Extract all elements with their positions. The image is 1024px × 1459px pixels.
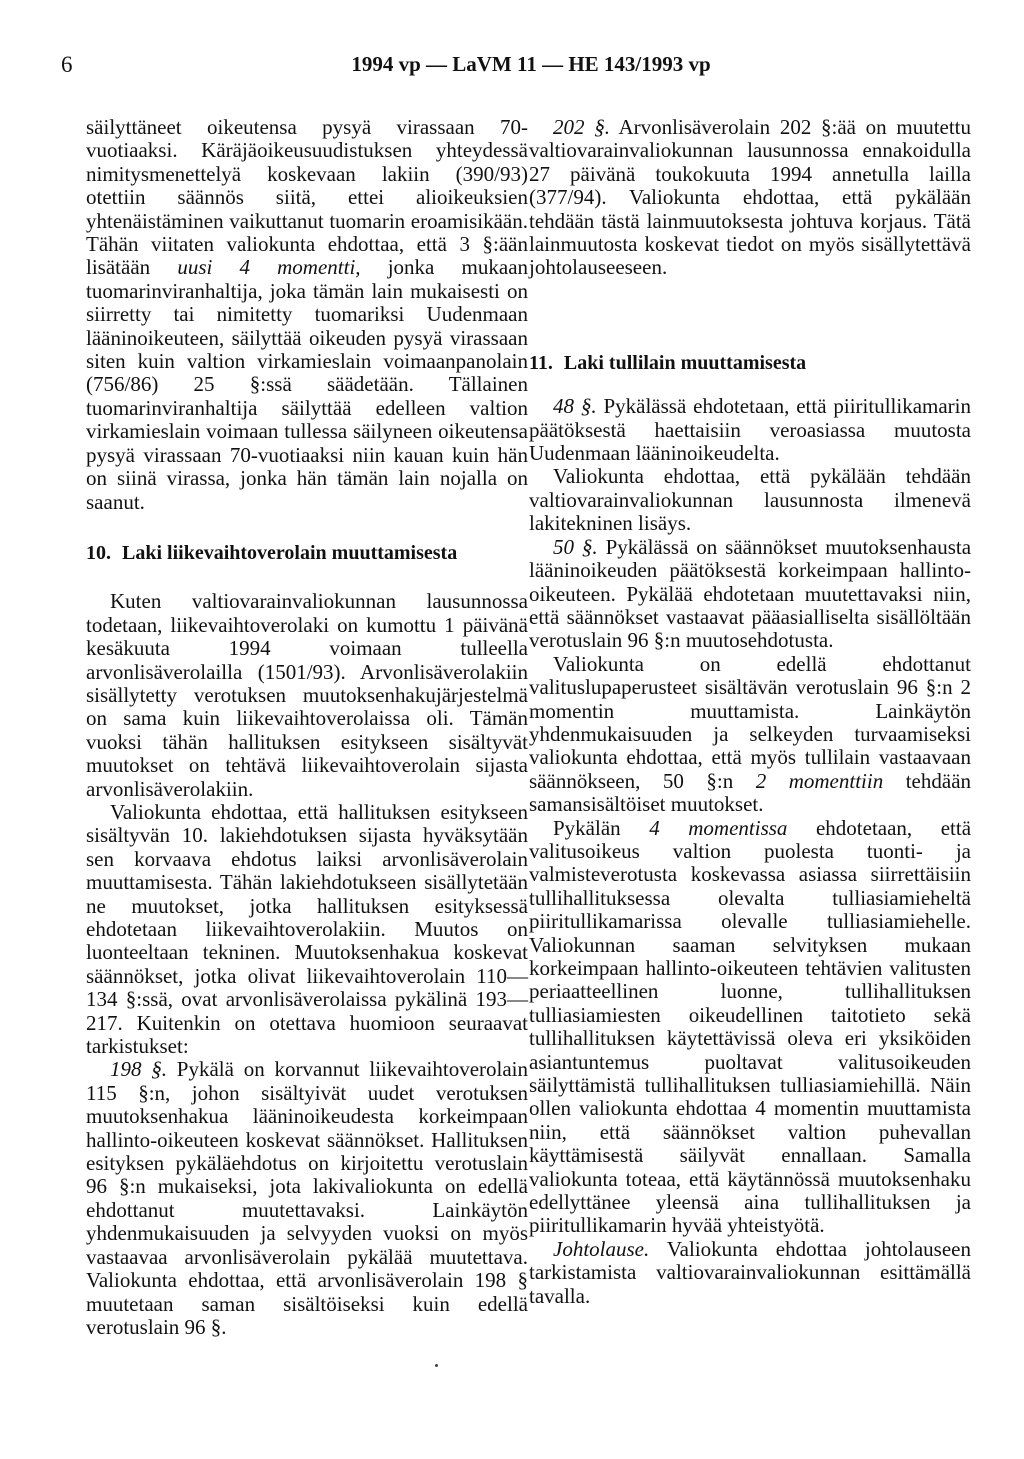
paragraph: Valiokunta on edellä ehdottanut valituslupaperusteet sisältävän verotuslain 96 §:n 2 momentin muuttamista. Lainkäytön yhdenmukaisuuden ja selkeyden turvaamiseksi valiokunta ehdottaa, että myös tullilain vastaavaan säännökseen, 50 §:n 2 momenttiin tehdään samansisältöiset muutokset. [529,651,972,817]
paragraph: 48 §. Pykälässä ehdotetaan, että piiritullikamarin päätöksestä haettaisiin veroasiassa muutosta Uudenmaan lääninoikeudelta. [529,394,971,466]
paragraph: Valiokunta ehdottaa, että pykälään tehdään valtiovarainvaliokunnan lausunnosta ilmenevä lakitekninen lisäys. [529,464,971,536]
paragraph: 202 §. Arvonlisäverolain 202 §:ää on muutettu valtiovarainvaliokunnan lausunnossa ennakoidulla 27 päivänä toukokuuta 1994 annetulla lailla (377/94). Valiokunta ehdottaa, että pykälään tehdään tästä lainmuutoksesta johtuva korjaus. Tätä lainmuutosta koskevat tiedot on myös sisällytettävä johtolauseeseen. [529,115,972,280]
section-heading-11: 11. Laki tullilain muuttamisesta [529,351,807,374]
paragraph: säilyttäneet oikeutensa pysyä virassaan 70-vuotiaaksi. Käräjäoikeusuudistuksen yhteydessä nimitysmenettelyä koskevaan lakiin (390/93) otettiin säännös siitä, ettei alioikeuksien yhtenäistäminen vaikuttanut tuomarin eroamisikään. Tähän viitaten valiokunta ehdottaa, että 3 §:ään lisätään uusi 4 momentti, jonka mukaan tuomarinviranhaltija, joka tämän lain mukaisesti on siirretty tai nimitetty tuomariksi Uudenmaan lääninoikeuteen, säilyttää oikeuden pysyä virassaan siten kuin valtion virkamieslain voimaanpanolain (756/86) 25 §:ssä säädetään. Tällainen tuomarinviranhaltija säilyttää edelleen valtion virkamieslain voimaan tullessa säilyneen oikeutensa pysyä virassaan 70-vuotiaaksi niin kauan kuin hän on siinä virassa, jonka hän tämän lain nojalla on saanut. [86,115,529,514]
paragraph: Pykälän 4 momentissa ehdotetaan, että valitusoikeus valtion puolesta tuonti- ja valmisteverotusta koskevassa asiassa siirrettäisiin tullihallituksessa olevalta tulliasiamieheltä piiritullikamarissa olevalle tulliasiamiehelle. Valiokunnan saaman selvityksen mukaan korkeimpaan hallinto-oikeuteen tehtävien valitusten periaatteellinen luonne, tullihallituksen tulliasiamiesten oikeudellinen taitotieto sekä tullihallituksen käytettävissä oleva eri yksiköiden asiantuntemus puoltavat valitusoikeuden säilyttämistä tullihallituksen tulliasiamiehillä. Näin ollen valiokunta ehdottaa 4 momentin muuttamista niin, että säännökset valtion puhevallan käyttämisestä säilyvät ennallaan. Samalla valiokunta toteaa, että käytännössä muutoksenhaku edellyttänee yleensä aina tullihallituksen ja piiritullikamarin hyvää yhteistyötä. [529,815,972,1238]
paragraph: 198 §. Pykälä on korvannut liikevaihtoverolain 115 §:n, johon sisältyivät uudet verotuksen muutoksenhakua lääninoikeudesta korkeimpaan hallinto-oikeuteen koskevat säännökset. Hallituksen esityksen pykäläehdotus on kirjoitettu verotuslain 96 §:n mukaiseksi, jota lakivaliokunta on edellä ehdottanut muutettavaksi. Lainkäytön yhdenmukaisuuden ja selvyyden vuoksi on myös vastaavaa arvonlisäverolain pykälää muutettava. Valiokunta ehdottaa, että arvonlisäverolain 198 § muutetaan saman sisältöiseksi kuin edellä verotuslain 96 §. [86,1057,528,1339]
section-ref: 50 §. [553,534,598,559]
paragraph: Valiokunta ehdottaa, että hallituksen esitykseen sisältyvän 10. lakiehdotuksen sijasta hyväksytään sen korvaava ehdotus laiksi arvonlisäverolain muuttamisesta. Tähän lakiehdotukseen sisällytetään ne muutokset, jotka hallituksen esityksessä ehdotetaan liikevaihtoverolakiin. Muutos on luonteeltaan tekninen. Muutoksenhakua koskevat säännökset, jotka olivat liikevaihtoverolain 110—134 §:ssä, ovat arvonlisäverolaissa pykälinä 193—217. Kuitenkin on otettava huomioon seuraavat tarkistukset: [86,799,528,1059]
italic-term: 2 momenttiin [755,768,884,793]
scan-speck [435,1364,438,1367]
running-title: 1994 vp — LaVM 11 — HE 143/1993 vp [351,52,711,76]
paragraph: Kuten valtiovarainvaliokunnan lausunnossa todetaan, liikevaihtoverolaki on kumottu 1 päivänä kesäkuuta 1994 voimaan tulleella arvonlisäverolailla (1501/93). Arvonlisäverolakiin sisällytetty verotuksen muutoksenhakujärjestelmä on sama kuin liikevaihtoverolaissa oli. Tämän vuoksi tähän hallituksen esitykseen sisältyvät muutokset on tehtävä liikevaihtoverolain sijasta arvonlisäverolakiin. [86,589,528,801]
section-ref: Johtolause. [553,1236,650,1261]
left-column [86,116,528,1339]
section-ref: 198 §. [110,1057,168,1082]
section-heading-10: 10. Laki liikevaihtoverolain muuttamisesta [86,541,458,564]
paragraph: Johtolause. Valiokunta ehdottaa johtolauseen tarkistamista valtiovarainvaliokunnan esittämällä tavalla. [529,1236,971,1308]
paragraph: 50 §. Pykälässä on säännökset muutoksenhausta lääninoikeuden päätöksestä korkeimpaan hallinto-oikeuteen. Pykälää ehdotetaan muutettavaksi niin, että säännökset vastaavat pääasialliselta sisällöltään verotuslain 96 §:n muutosehdotusta. [529,534,972,653]
italic-term: 4 momentissa [649,815,788,840]
right-column [529,116,971,1308]
section-ref: 48 §. [553,394,597,419]
section-ref: 202 §. [553,115,610,139]
page-number: 6 [61,52,73,77]
page-header [61,52,961,92]
italic-term: uusi 4 momentti, [177,255,361,280]
